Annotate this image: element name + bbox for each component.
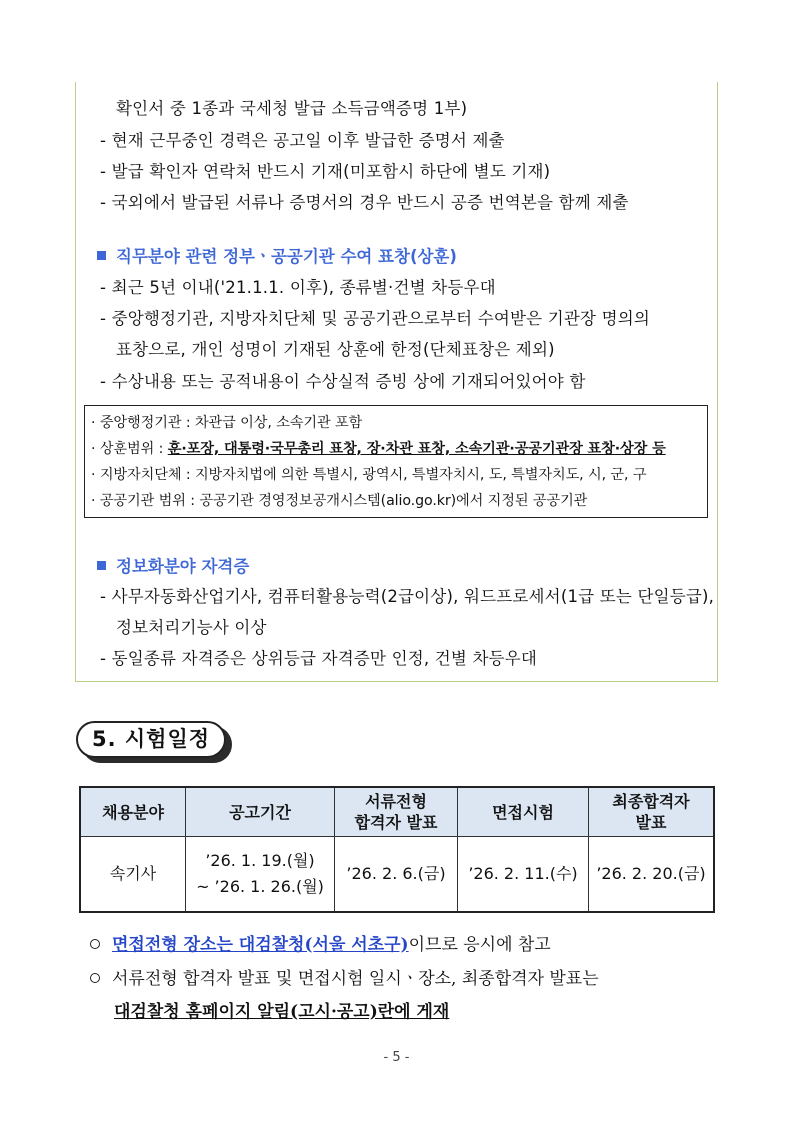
period-start: ’26. 1. 19.(월) [205,851,315,870]
text-line: - 발급 확인자 연락처 반드시 기재(미포함시 하단에 별도 기재) [100,162,551,181]
period-end: ~ ’26. 1. 26.(월) [196,877,324,896]
circle-bullet-icon [90,973,100,983]
table-row [80,837,714,913]
text-line: - 현재 근무중인 경력은 공고일 이후 발급한 증명서 제출 [100,131,505,150]
text-line: - 동일종류 자격증은 상위등급 자격증만 인정, 건별 차등우대 [100,649,538,668]
cell-doc-result: ’26. 2. 6.(금) [335,837,458,913]
header-period: 공고기간 [186,787,335,837]
note-line: · 중앙행정기관 : 차관급 이상, 소속기관 포함 [91,415,363,431]
header-doc-line1: 서류전형 [365,792,427,811]
square-bullet-icon [97,561,106,570]
text-line: 확인서 중 1종과 국세청 발급 소득금액증명 1부) [116,99,468,118]
header-final [589,787,715,837]
it-heading [97,553,249,577]
text-line: - 수상내용 또는 공적내용이 수상실적 증빙 상에 기재되어있어야 함 [100,372,586,391]
it-heading-text: 정보화분야 자격증 [116,557,250,576]
announcement-location: 대검찰청 홈페이지 알림(고시·공고)란에 게재 [114,1002,450,1022]
note-prefix: · 상훈범위 : [91,441,168,457]
note-text: 서류전형 합격자 발표 및 면접시험 일시ㆍ장소, 최종합격자 발표는 [112,969,599,989]
award-scope-bold: 훈·포장, 대통령·국무총리 표창, 장·차관 표창, 소속기관·공공기관장 표창·상장 등 [167,441,666,457]
cell-field: 속기사 [80,837,186,913]
header-final-line1: 최종합격자 [612,792,690,811]
schedule-table [79,786,715,913]
award-heading-text: 직무분야 관련 정부ㆍ공공기관 수여 표창(상훈) [116,247,457,266]
text-line: - 국외에서 발급된 서류나 증명서의 경우 반드시 공증 번역본을 함께 제출 [100,193,629,212]
award-heading [97,243,457,267]
cell-interview: ’26. 2. 11.(수) [458,837,589,913]
note-paragraph-2 [90,964,599,989]
cell-final: ’26. 2. 20.(금) [589,837,715,913]
header-interview: 면접시험 [458,787,589,837]
page-number: - 5 - [383,1050,410,1065]
text-line: - 최근 5년 이내('21.1.1. 이후), 종류별·건별 차등우대 [100,278,496,297]
header-doc-line2: 합격자 발표 [354,813,438,832]
square-bullet-icon [97,251,106,260]
section-5-badge [76,721,232,761]
text-line: 정보처리기능사 이상 [116,618,267,637]
text-line: - 사무자동화산업기사, 컴퓨터활용능력(2급이상), 워드프로세서(1급 또는 단일등급), [100,587,715,606]
note-paragraph-1 [90,930,551,955]
award-note-box [84,405,708,518]
cell-period [186,837,335,913]
note-line [91,439,666,459]
section-5-title: 5. 시험일정 [76,721,226,758]
note-line: · 지방자치단체 : 지방자치법에 의한 특별시, 광역시, 특별자치시, 도, 특별자치도, 시, 군, 구 [91,467,647,483]
text-line: 표창으로, 개인 성명이 기재된 상훈에 한정(단체표창은 제외) [116,340,555,359]
circle-bullet-icon [90,939,100,949]
note-line: · 공공기관 범위 : 공공기관 경영정보공개시스템(alio.go.kr)에서 지정된 공공기관 [91,493,588,509]
header-field: 채용분야 [80,787,186,837]
note-text: 이므로 응시에 참고 [408,935,551,955]
header-final-line2: 발표 [635,813,667,832]
text-line: - 중앙행정기관, 지방자치단체 및 공공기관으로부터 수여받은 기관장 명의의 [100,309,651,328]
interview-location-link[interactable]: 면접전형 장소는 대검찰청(서울 서초구) [112,935,409,955]
header-doc-result [335,787,458,837]
table-header-row [80,787,714,837]
